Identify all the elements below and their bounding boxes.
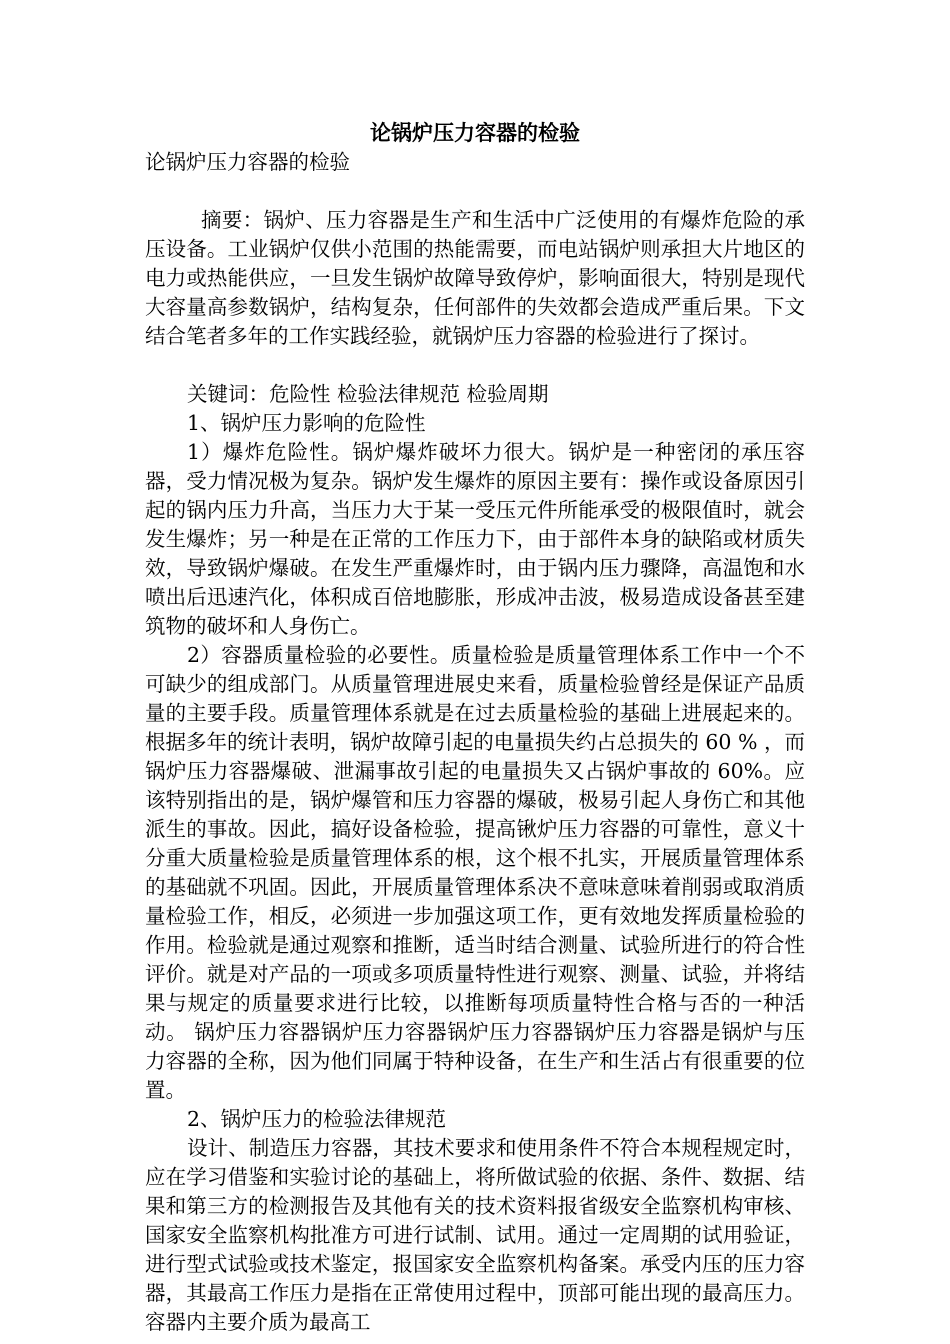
document-page [145, 118, 805, 1337]
section1-paragraph-1: 1）爆炸危险性。锅炉爆炸破坏力很大。锅炉是一种密闭的承压容器，受力情况极为复杂。锅炉发生爆炸的原因主要有：操作或设备原因引起的锅内压力升高，当压力大于某一受压元件所能承受的极限值时，就会发生爆炸；另一种是在正常的工作压力下，由于部件本身的缺陷或材质失效，导致锅炉爆破。在发生严重爆炸时，由于锅内压力骤降，高温饱和水喷出后迅速汽化，体积成百倍地膨胀，形成冲击波，极易造成设备甚至建筑物的破坏和人身伤亡。 [145, 440, 805, 638]
keywords-line: 关键词：危险性 检验法律规范 检验周期 [187, 382, 549, 406]
document-subtitle: 论锅炉压力容器的检验 [145, 150, 350, 174]
abstract-paragraph: 摘要：锅炉、压力容器是生产和生活中广泛使用的有爆炸危险的承压设备。工业锅炉仅供小范围的热能需要，而电站锅炉则承担大片地区的电力或热能供应，一旦发生锅炉故障导致停炉，影响面很大，特别是现代大容量高参数锅炉，结构复杂，任何部件的失效都会造成严重后果。下文结合笔者多年的工作实践经验，就锅炉压力容器的检验进行了探讨。 [145, 208, 805, 348]
section-heading-1: 1、锅炉压力影响的危险性 [187, 411, 426, 435]
section-heading-2: 2、锅炉压力的检验法律规范 [187, 1107, 447, 1131]
document-title: 论锅炉压力容器的检验 [370, 121, 580, 145]
blank-line [145, 351, 805, 380]
section2-paragraph-1: 设计、制造压力容器，其技术要求和使用条件不符合本规程规定时，应在学习借鉴和实验讨论的基础上，将所做试验的依据、条件、数据、结果和第三方的检测报告及其他有关的技术资料报省级安全监察机构审核、国家安全监察机构批准方可进行试制、试用。通过一定周期的试用验证，进行型式试验或技术鉴定，报国家安全监察机构备案。承受内压的压力容器，其最高工作压力是指在正常使用过程中，顶部可能出现的最高压力。容器内主要介质为最高工 [145, 1136, 805, 1334]
section1-paragraph-2: 2）容器质量检验的必要性。质量检验是质量管理体系工作中一个不可缺少的组成部门。从质量管理进展史来看，质量检验曾经是保证产品质量的主要手段。质量管理体系就是在过去质量检验的基础上进展起来的。根据多年的统计表明，锅炉故障引起的电量损失约占总损失的 60 % ，而锅炉压力容器爆破、泄漏事故引起的电量损失又占锅炉事故的 60%。应该特别指出的是，锅炉爆管和压力容器的爆破，极易引起人身伤亡和其他派生的事故。因此，搞好设备检验，提高锹炉压力容器的可靠性，意义十分重大质量检验是质量管理体系的根，这个根不扎实，开展质量管理体系的基础就不巩固。因此，开展质量管理体系决不意味意味着削弱或取消质量检验工作，相反，必须进一步加强这项工作，更有效地发挥质量检验的作用。检验就是通过观察和推断，适当时结合测量、试验所进行的符合性评价。就是对产品的一项或多项质量特性进行观察、测量、试验，并将结果与规定的质量要求进行比较，以推断每项质量特性合格与否的一种活动。 锅炉压力容器锅炉压力容器锅炉压力容器锅炉压力容器是锅炉与压力容器的全称，因为他们同属于特种设备，在生产和生活占有很重要的位置。 [145, 643, 805, 1102]
blank-line [145, 177, 805, 206]
